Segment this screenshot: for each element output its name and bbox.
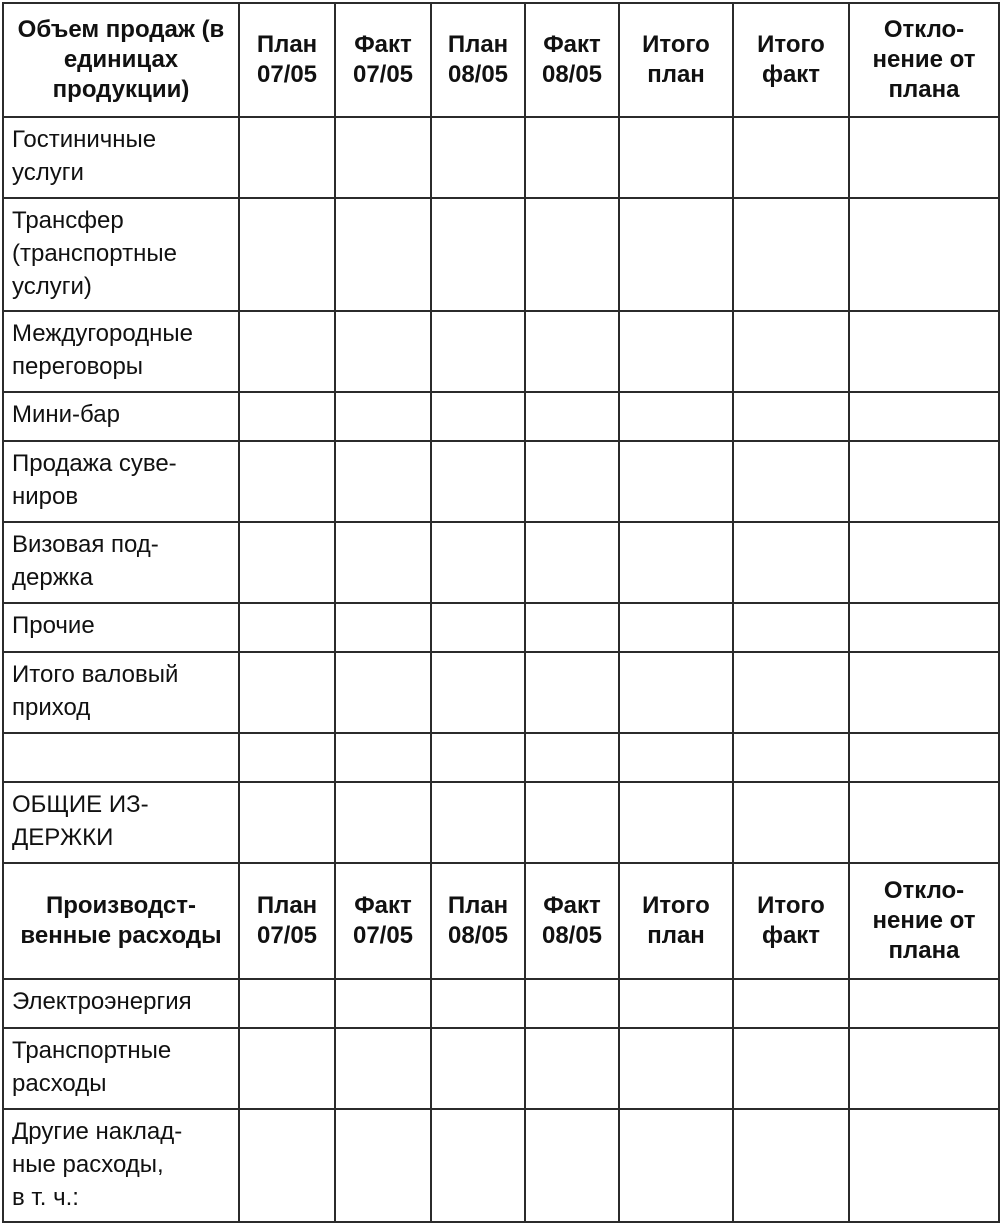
- table-cell: [239, 603, 335, 652]
- table-cell: [335, 603, 431, 652]
- table-cell: [849, 603, 999, 652]
- table-cell: [733, 117, 849, 198]
- table-row: [3, 1109, 999, 1222]
- table-cell: [239, 979, 335, 1028]
- row-label: Трансфер (транспортные услуги): [3, 198, 239, 311]
- row-label: Итого валовый приход: [3, 652, 239, 733]
- table-cell: [525, 782, 619, 863]
- table-cell: [431, 392, 525, 441]
- table-cell: [239, 1109, 335, 1222]
- table-cell: [733, 311, 849, 392]
- col-plan-0705: План 07/05: [239, 863, 335, 979]
- table-cell: [239, 441, 335, 522]
- table-cell: [239, 311, 335, 392]
- col-total-fact: Итого факт: [733, 3, 849, 117]
- table-row: [3, 782, 999, 863]
- table-cell: [849, 311, 999, 392]
- table-cell: [849, 1028, 999, 1109]
- table-cell: [239, 733, 335, 782]
- table-row: [3, 603, 999, 652]
- table-cell: [525, 198, 619, 311]
- row-label: Другие наклад- ные расходы, в т. ч.:: [3, 1109, 239, 1222]
- table-cell: [335, 733, 431, 782]
- col-total-plan: Итого план: [619, 863, 733, 979]
- table-cell: [733, 733, 849, 782]
- table-cell: [239, 652, 335, 733]
- table-cell: [525, 441, 619, 522]
- col-total-fact: Итого факт: [733, 863, 849, 979]
- row-label: Прочие: [3, 603, 239, 652]
- table-cell: [335, 441, 431, 522]
- table-cell: [619, 603, 733, 652]
- table-cell: [335, 311, 431, 392]
- table-cell: [733, 1109, 849, 1222]
- table-cell: [619, 117, 733, 198]
- col-total-plan: Итого план: [619, 3, 733, 117]
- budget-table: [2, 2, 1000, 1223]
- table-cell: [431, 733, 525, 782]
- table-cell: [239, 392, 335, 441]
- table-row: [3, 652, 999, 733]
- production-header-row: [3, 863, 999, 979]
- table-cell: [849, 733, 999, 782]
- table-cell: [733, 522, 849, 603]
- table-cell: [335, 652, 431, 733]
- table-cell: [335, 1028, 431, 1109]
- table-cell: [431, 522, 525, 603]
- table-cell: [733, 1028, 849, 1109]
- table-cell: [431, 1028, 525, 1109]
- table-cell: [525, 311, 619, 392]
- table-cell: [619, 979, 733, 1028]
- table-cell: [335, 198, 431, 311]
- col-deviation: Откло- нение от плана: [849, 863, 999, 979]
- table-cell: [619, 782, 733, 863]
- col-fact-0805: Факт 08/05: [525, 863, 619, 979]
- table-cell: [733, 979, 849, 1028]
- table-cell: [239, 782, 335, 863]
- row-label: Электроэнергия: [3, 979, 239, 1028]
- table-cell: [335, 392, 431, 441]
- table-cell: [619, 311, 733, 392]
- table-cell: [525, 733, 619, 782]
- table-cell: [849, 652, 999, 733]
- table-cell: [335, 782, 431, 863]
- table-cell: [733, 603, 849, 652]
- table-cell: [525, 117, 619, 198]
- row-label: Транспортные расходы: [3, 1028, 239, 1109]
- table-cell: [335, 1109, 431, 1222]
- table-cell: [525, 652, 619, 733]
- table-cell: [239, 1028, 335, 1109]
- table-cell: [525, 1028, 619, 1109]
- table-cell: [849, 522, 999, 603]
- row-label: ОБЩИЕ ИЗ- ДЕРЖКИ: [3, 782, 239, 863]
- table-cell: [525, 979, 619, 1028]
- row-label: Междугородные переговоры: [3, 311, 239, 392]
- table-cell: [733, 392, 849, 441]
- col-fact-0705: Факт 07/05: [335, 3, 431, 117]
- table-cell: [733, 441, 849, 522]
- table-cell: [431, 1109, 525, 1222]
- col-fact-0805: Факт 08/05: [525, 3, 619, 117]
- table-cell: [239, 117, 335, 198]
- table-cell: [849, 979, 999, 1028]
- sales-header-cell: Объем продаж (в единицах продукции): [3, 3, 239, 117]
- col-plan-0805: План 08/05: [431, 3, 525, 117]
- table-row: [3, 1028, 999, 1109]
- col-plan-0705: План 07/05: [239, 3, 335, 117]
- table-cell: [431, 441, 525, 522]
- table-cell: [849, 117, 999, 198]
- table-cell: [431, 198, 525, 311]
- table-row: [3, 733, 999, 782]
- table-cell: [525, 392, 619, 441]
- table-cell: [431, 603, 525, 652]
- table-cell: [431, 979, 525, 1028]
- row-label: Визовая под- держка: [3, 522, 239, 603]
- table-cell: [849, 198, 999, 311]
- row-label: [3, 733, 239, 782]
- table-cell: [431, 311, 525, 392]
- col-plan-0805: План 08/05: [431, 863, 525, 979]
- table-row: [3, 522, 999, 603]
- col-deviation: Откло- нение от плана: [849, 3, 999, 117]
- table-cell: [619, 198, 733, 311]
- table-row: [3, 117, 999, 198]
- table-cell: [733, 198, 849, 311]
- table-cell: [335, 117, 431, 198]
- table-cell: [619, 522, 733, 603]
- table-row: [3, 979, 999, 1028]
- table-cell: [733, 652, 849, 733]
- table-cell: [619, 733, 733, 782]
- table-cell: [431, 652, 525, 733]
- table-row: [3, 441, 999, 522]
- table-cell: [849, 1109, 999, 1222]
- table-cell: [525, 1109, 619, 1222]
- row-label: Гостиничные услуги: [3, 117, 239, 198]
- table-cell: [619, 441, 733, 522]
- table-cell: [849, 441, 999, 522]
- table-cell: [525, 522, 619, 603]
- table-cell: [525, 603, 619, 652]
- table-cell: [849, 782, 999, 863]
- table-cell: [335, 979, 431, 1028]
- table-row: [3, 392, 999, 441]
- production-header-cell: Производст- венные расходы: [3, 863, 239, 979]
- row-label: Продажа суве- ниров: [3, 441, 239, 522]
- row-label: Мини-бар: [3, 392, 239, 441]
- col-fact-0705: Факт 07/05: [335, 863, 431, 979]
- table-cell: [619, 1028, 733, 1109]
- table-cell: [239, 198, 335, 311]
- table-row: [3, 311, 999, 392]
- table-cell: [335, 522, 431, 603]
- table-cell: [733, 782, 849, 863]
- sales-header-row: [3, 3, 999, 117]
- table-cell: [431, 782, 525, 863]
- table-cell: [431, 117, 525, 198]
- table-cell: [849, 392, 999, 441]
- table-cell: [619, 392, 733, 441]
- table-cell: [239, 522, 335, 603]
- table-cell: [619, 652, 733, 733]
- table-cell: [619, 1109, 733, 1222]
- table-row: [3, 198, 999, 311]
